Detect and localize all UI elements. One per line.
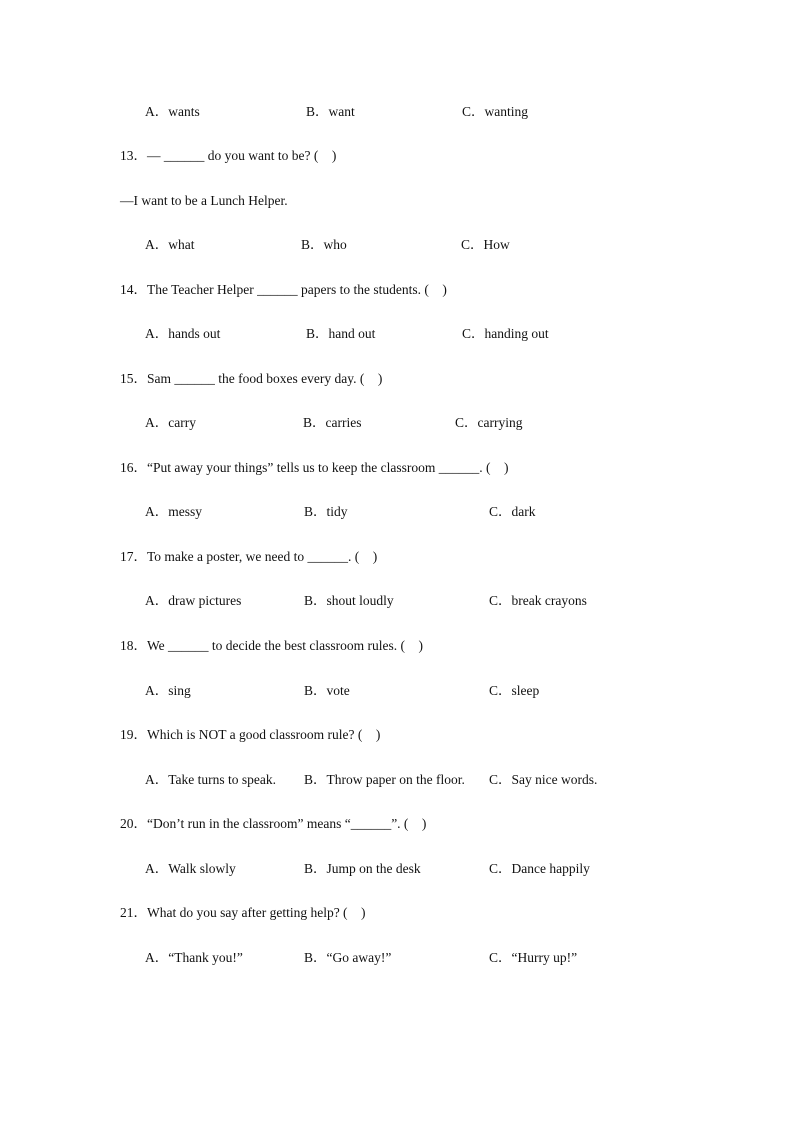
question-15: 15．Sam ______ the food boxes every day. ( ) <box>120 371 383 386</box>
question-16: 16．“Put away your things” tells us to keep the classroom ______. ( ) <box>120 460 509 475</box>
q20-option-a[interactable]: A．Walk slowly <box>145 861 236 876</box>
q13-option-a[interactable]: A．what <box>145 237 195 252</box>
q20-option-b[interactable]: B．Jump on the desk <box>304 861 421 876</box>
q14-option-a[interactable]: A．hands out <box>145 326 221 341</box>
q21-option-b[interactable]: B．“Go away!” <box>304 950 392 965</box>
question-17: 17．To make a poster, we need to ______. ( ) <box>120 549 378 564</box>
question-13-answer-line: —I want to be a Lunch Helper. <box>120 193 288 208</box>
q16-option-b[interactable]: B．tidy <box>304 504 348 519</box>
q15-option-b[interactable]: B．carries <box>303 415 362 430</box>
q12-option-c[interactable]: C．wanting <box>462 104 528 119</box>
question-20: 20．“Don’t run in the classroom” means “______”. ( ) <box>120 816 427 831</box>
q20-option-c[interactable]: C．Dance happily <box>489 861 590 876</box>
question-13: 13．— ______ do you want to be? ( ) <box>120 148 337 163</box>
q13-option-c[interactable]: C．How <box>461 237 510 252</box>
q17-option-c[interactable]: C．break crayons <box>489 593 587 608</box>
q14-option-b[interactable]: B．hand out <box>306 326 376 341</box>
q14-option-c[interactable]: C．handing out <box>462 326 549 341</box>
question-18: 18．We ______ to decide the best classroom rules. ( ) <box>120 638 423 653</box>
q19-option-b[interactable]: B．Throw paper on the floor. <box>304 772 465 787</box>
q17-option-a[interactable]: A．draw pictures <box>145 593 242 608</box>
question-14: 14．The Teacher Helper ______ papers to the students. ( ) <box>120 282 447 297</box>
q19-option-c[interactable]: C．Say nice words. <box>489 772 598 787</box>
question-19: 19．Which is NOT a good classroom rule? ( ) <box>120 727 381 742</box>
q13-option-b[interactable]: B．who <box>301 237 347 252</box>
question-21: 21．What do you say after getting help? ( ) <box>120 905 366 920</box>
q18-option-c[interactable]: C．sleep <box>489 683 540 698</box>
q15-option-a[interactable]: A．carry <box>145 415 196 430</box>
q16-option-c[interactable]: C．dark <box>489 504 536 519</box>
q16-option-a[interactable]: A．messy <box>145 504 202 519</box>
q19-option-a[interactable]: A．Take turns to speak. <box>145 772 277 787</box>
q21-option-c[interactable]: C．“Hurry up!” <box>489 950 578 965</box>
q15-option-c[interactable]: C．carrying <box>455 415 523 430</box>
q18-option-a[interactable]: A．sing <box>145 683 191 698</box>
q21-option-a[interactable]: A．“Thank you!” <box>145 950 243 965</box>
q12-option-b[interactable]: B．want <box>306 104 355 119</box>
q18-option-b[interactable]: B．vote <box>304 683 350 698</box>
q12-option-a[interactable]: A．wants <box>145 104 200 119</box>
q17-option-b[interactable]: B．shout loudly <box>304 593 394 608</box>
